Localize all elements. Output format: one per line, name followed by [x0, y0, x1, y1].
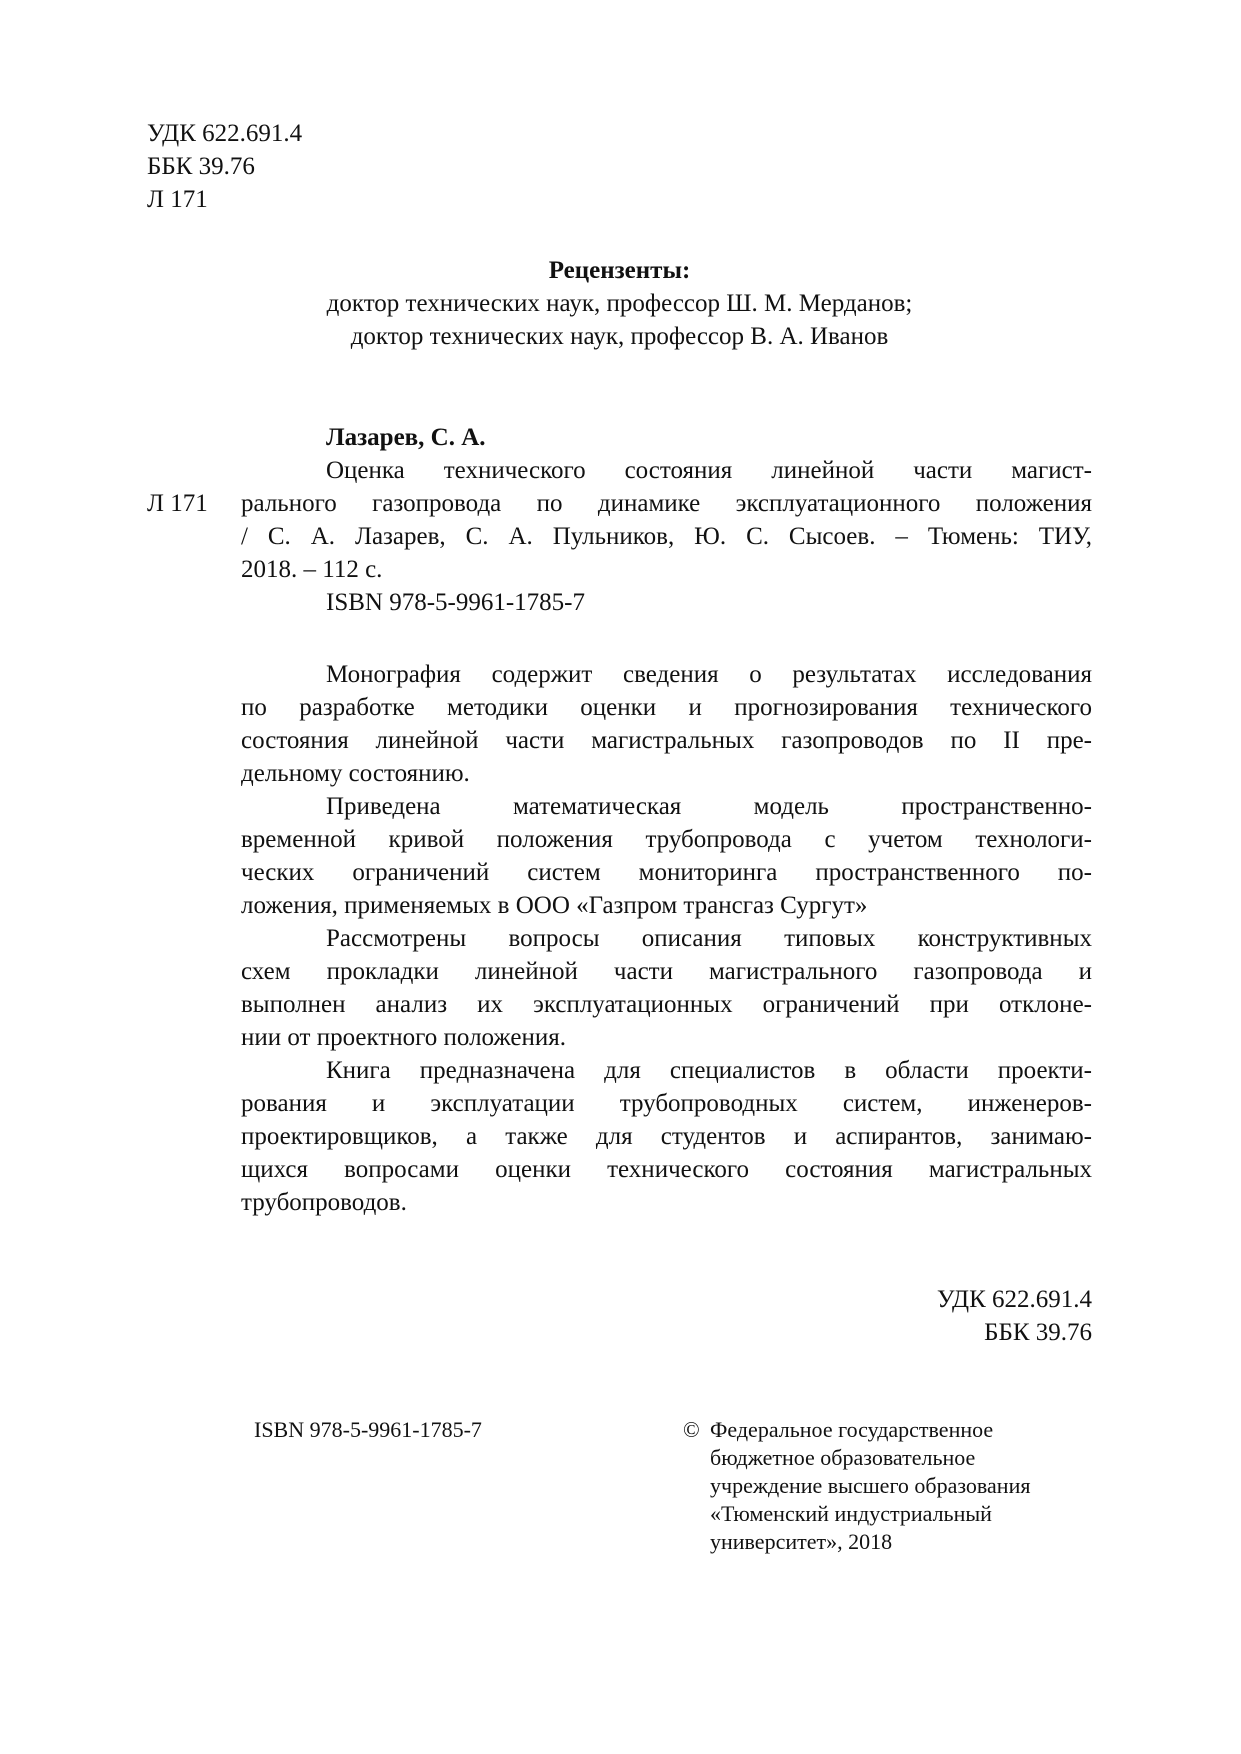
annotation-line: Книга предназначена для специалистов в области проекти-	[326, 1057, 1092, 1084]
annotation-line: ческих ограничений систем мониторинга пространственного по-	[241, 859, 1092, 886]
reviewers-heading: Рецензенты:	[548, 257, 691, 284]
author-mark-top: Л 171	[147, 186, 208, 213]
annotation-line: состояния линейной части магистральных газопроводов по II пре-	[241, 727, 1092, 754]
copyright-symbol: ©	[683, 1417, 700, 1442]
annotation-line: дельному состоянию.	[241, 760, 470, 787]
annotation-line: схем прокладки линейной части магистрального газопровода и	[241, 958, 1092, 985]
copyright-line: университет», 2018	[710, 1529, 893, 1554]
udk-bottom: УДК 622.691.4	[936, 1286, 1092, 1313]
bib-line: 2018. – 112 с.	[241, 556, 383, 583]
annotation-line: временной кривой положения трубопровода с учетом технологи-	[241, 826, 1092, 853]
annotation-line: трубопроводов.	[241, 1189, 407, 1216]
annotation-line: проектировщиков, а также для студентов и аспирантов, занимаю-	[241, 1123, 1092, 1150]
copyright-line: «Тюменский индустриальный	[710, 1501, 992, 1526]
bib-line: / С. А. Лазарев, С. А. Пульников, Ю. С. Сысоев. – Тюмень: ТИУ,	[241, 523, 1092, 550]
author-mark-side: Л 171	[147, 490, 208, 517]
author-heading: Лазарев, С. А.	[326, 424, 486, 451]
udk-top: УДК 622.691.4	[147, 120, 303, 147]
annotation-line: рования и эксплуатации трубопроводных систем, инженеров-	[241, 1090, 1092, 1117]
annotation-line: нии от проектного положения.	[241, 1024, 566, 1051]
annotation-line: по разработке методики оценки и прогнозирования технического	[241, 694, 1092, 721]
annotation-line: ложения, применяемых в ООО «Газпром трансгаз Сургут»	[241, 892, 868, 919]
annotation-line: щихся вопросами оценки технического состояния магистральных	[241, 1156, 1092, 1183]
isbn-record: ISBN 978-5-9961-1785-7	[326, 589, 586, 616]
copyright-line: учреждение высшего образования	[710, 1473, 1031, 1498]
annotation-line: Приведена математическая модель пространственно-	[326, 793, 1092, 820]
annotation-line: выполнен анализ их эксплуатационных ограничений при отклоне-	[241, 991, 1092, 1018]
annotation-line: Рассмотрены вопросы описания типовых конструктивных	[326, 925, 1092, 952]
annotation-line: Монография содержит сведения о результатах исследования	[326, 661, 1092, 688]
bib-line: рального газопровода по динамике эксплуатационного положения	[241, 490, 1092, 517]
copyright-line: Федеральное государственное	[710, 1417, 994, 1442]
bbk-bottom: ББК 39.76	[984, 1319, 1092, 1346]
isbn-footer: ISBN 978-5-9961-1785-7	[254, 1417, 482, 1442]
bbk-top: ББК 39.76	[147, 153, 255, 180]
reviewer-line: доктор технических наук, профессор Ш. М. Мерданов;	[326, 290, 913, 317]
bib-line: Оценка технического состояния линейной части магист-	[326, 457, 1092, 484]
reviewer-line: доктор технических наук, профессор В. А. Иванов	[350, 323, 889, 350]
copyright-line: бюджетное образовательное	[710, 1445, 976, 1470]
